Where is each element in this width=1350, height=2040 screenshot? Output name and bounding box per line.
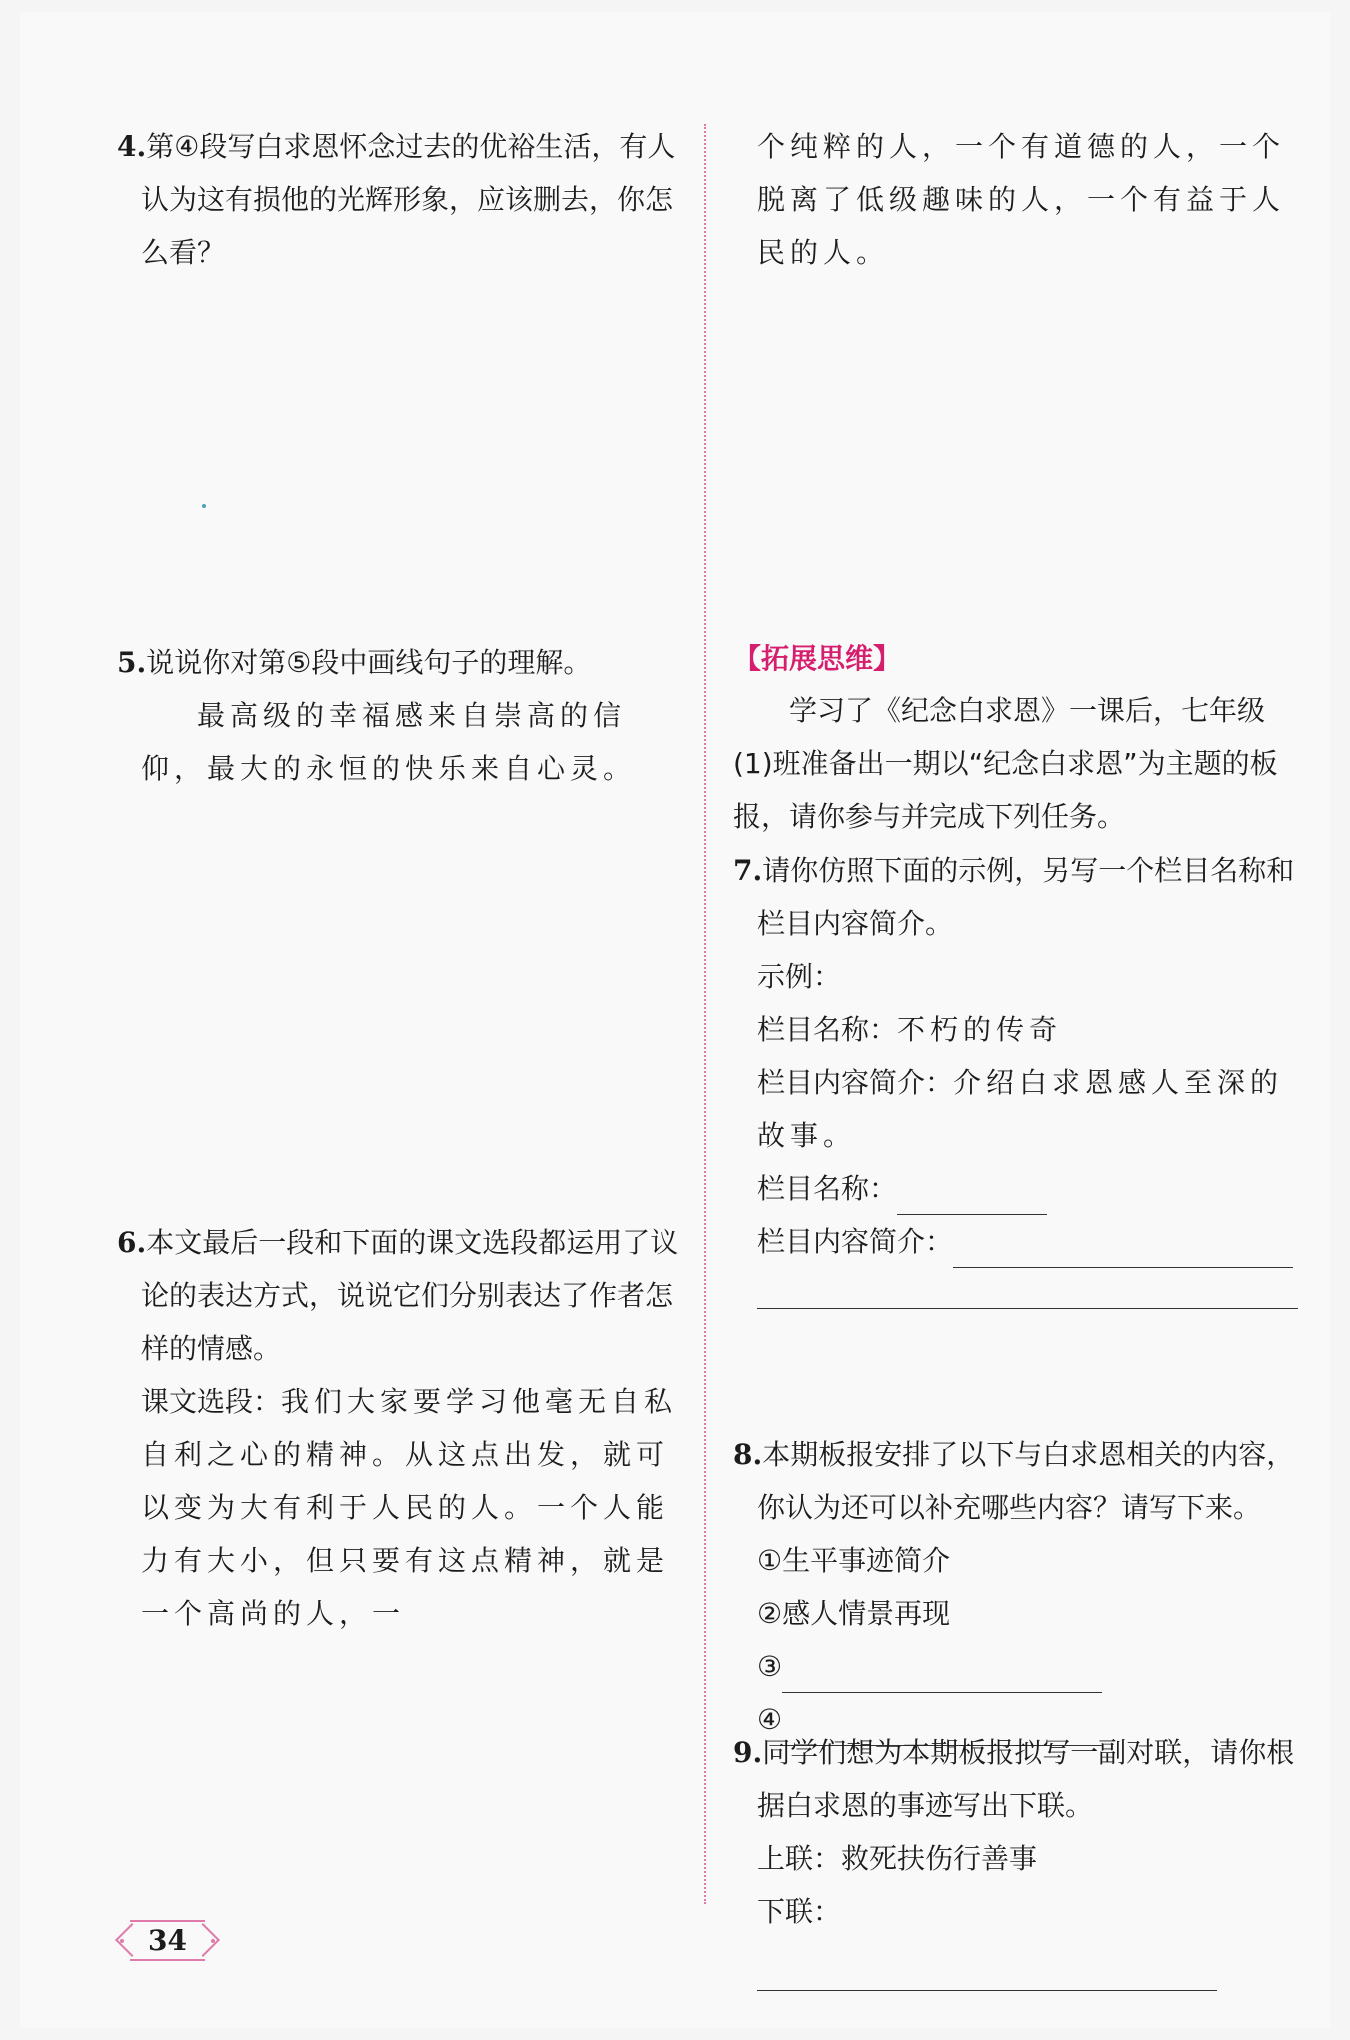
couplet-lower-label: 下联： [757, 1895, 842, 1928]
list-item-marker: ③ [757, 1650, 783, 1683]
supplement-input-3[interactable] [782, 1654, 1102, 1693]
question-8 [733, 1428, 1298, 1746]
workbook-page [20, 12, 1330, 2028]
list-item-marker: ④ [757, 1703, 783, 1736]
excerpt-text: 我们大家要学习他毫无自私自利之心的精神。从这点出发，就可以变为大有利于人民的人。一个人能力有大小，但只要有这点精神，就是一个高尚的人，一 [141, 1385, 678, 1630]
question-number: 8. [733, 1438, 763, 1471]
question-number: 4. [117, 130, 147, 163]
question-6 [117, 1216, 687, 1640]
question-9 [733, 1726, 1298, 1991]
question-number: 7. [733, 854, 763, 887]
question-number: 9. [733, 1736, 763, 1769]
intro-paragraph [733, 684, 1298, 843]
intro-label: 栏目内容简介： [757, 1066, 954, 1099]
question-text: 请你仿照下面的示例，另写一个栏目名称和栏目内容简介。 [757, 854, 1295, 940]
column-intro-input[interactable] [953, 1229, 1293, 1268]
name-label: 栏目名称： [757, 1013, 898, 1046]
column-name-input[interactable] [897, 1176, 1047, 1215]
underlined-quote: 最高级的幸福感来自崇高的信仰，最大的永恒的快乐来自心灵。 [141, 699, 637, 785]
intro-value: 介绍白求恩感人至深的故事。 [757, 1066, 1284, 1152]
blank-intro-label: 栏目内容简介： [757, 1225, 954, 1258]
column-divider [704, 124, 706, 1904]
question-4 [117, 120, 687, 279]
question-number: 5. [117, 646, 147, 679]
question-text: 说说你对第⑤段中画线句子的理解。 [146, 646, 592, 679]
section-title: 【拓展思维】 [733, 642, 902, 675]
excerpt-label: 课文选段： [141, 1385, 282, 1418]
example-label: 示例： [757, 960, 842, 993]
question-number: 6. [117, 1226, 147, 1259]
question-text: 本文最后一段和下面的课文选段都运用了议论的表达方式，说说它们分别表达了作者怎样的情感。 [141, 1226, 679, 1365]
intro-text: 学习了《纪念白求恩》一课后，七年级(1)班准备出一期以“纪念白求恩”为主题的板报，请你参与并完成下列任务。 [733, 694, 1278, 833]
blank-name-label: 栏目名称： [757, 1172, 898, 1205]
question-text: 同学们想为本期板报拟写一副对联，请你根据白求恩的事迹写出下联。 [757, 1736, 1295, 1822]
page-number-badge: 34 [130, 1920, 205, 1961]
page-number [120, 1920, 215, 1961]
column-intro-input-line-2[interactable] [757, 1268, 1298, 1309]
question-5 [117, 636, 687, 795]
ink-speck [202, 504, 206, 508]
name-value: 不朽的传奇 [897, 1013, 1063, 1046]
list-item: ②感人情景再现 [757, 1597, 951, 1630]
question-7 [733, 844, 1298, 1309]
couplet-lower-input[interactable] [757, 1952, 1217, 1991]
continuation-text: 个纯粹的人，一个有道德的人，一个脱离了低级趣味的人，一个有益于人民的人。 [757, 130, 1286, 269]
question-text: 本期板报安排了以下与白求恩相关的内容，你认为还可以补充哪些内容？请写下来。 [757, 1438, 1295, 1524]
list-item: ①生平事迹简介 [757, 1544, 951, 1577]
question-text: 第④段写白求恩怀念过去的优裕生活，有人认为这有损他的光辉形象，应该删去，你怎么看？ [141, 130, 676, 269]
couplet-upper: 上联：救死扶伤行善事 [757, 1842, 1038, 1875]
